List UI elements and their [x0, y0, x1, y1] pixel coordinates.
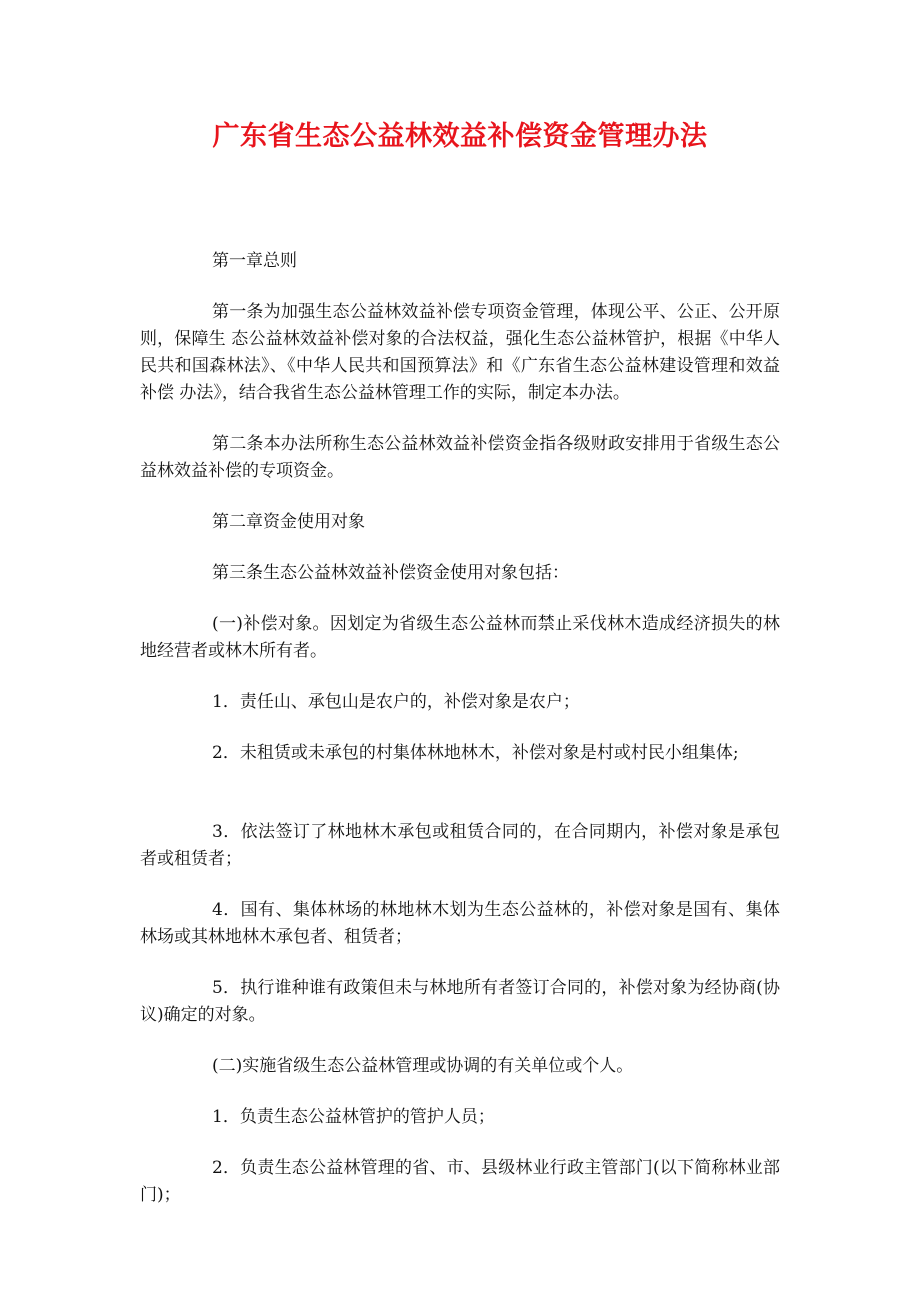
clause-paragraph: (一)补偿对象。因划定为省级生态公益林而禁止采伐林木造成经济损失的林地经营者或林木所有者。: [140, 614, 780, 661]
list-item: 1．责任山、承包山是农户的，补偿对象是农户；: [212, 692, 580, 712]
article-paragraph: 第一条为加强生态公益林效益补偿专项资金管理，体现公平、公正、公开原则，保障生 态公益林效益补偿对象的合法权益，强化生态公益林管护，根据《中华人民共和国森林法》、《中华人民共和国预算法》和《广东省生态公益林建设管理和效益补偿 办法》，结合我省生态公益林管理工作的实际，制定本办法。: [140, 302, 780, 403]
article-paragraph: 第三条生态公益林效益补偿资金使用对象包括：: [212, 563, 569, 583]
list-item: 1．负责生态公益林管护的管护人员；: [212, 1107, 495, 1127]
document-body: [140, 248, 780, 1233]
list-item: 5．执行谁种谁有政策但未与林地所有者签订合同的，补偿对象为经协商(协议)确定的对象。: [140, 978, 780, 1025]
chapter-heading: 第二章资金使用对象: [212, 512, 365, 532]
clause-paragraph: (二)实施省级生态公益林管理或协调的有关单位或个人。: [212, 1056, 634, 1076]
list-item: 3．依法签订了林地林木承包或租赁合同的，在合同期内，补偿对象是承包者或租赁者；: [140, 822, 780, 869]
document-title: 广东省生态公益林效益补偿资金管理办法: [212, 121, 708, 152]
article-paragraph: 第二条本办法所称生态公益林效益补偿资金指各级财政安排用于省级生态公益林效益补偿的专项资金。: [140, 434, 780, 481]
list-item: 4．国有、集体林场的林地林木划为生态公益林的，补偿对象是国有、集体林场或其林地林木承包者、租赁者；: [140, 900, 780, 947]
list-item: 2．负责生态公益林管理的省、市、县级林业行政主管部门(以下简称林业部门)；: [140, 1158, 780, 1205]
list-item: 2．未租赁或未承包的村集体林地林木，补偿对象是村或村民小组集体;: [212, 743, 739, 763]
chapter-heading: 第一章总则: [212, 251, 297, 271]
